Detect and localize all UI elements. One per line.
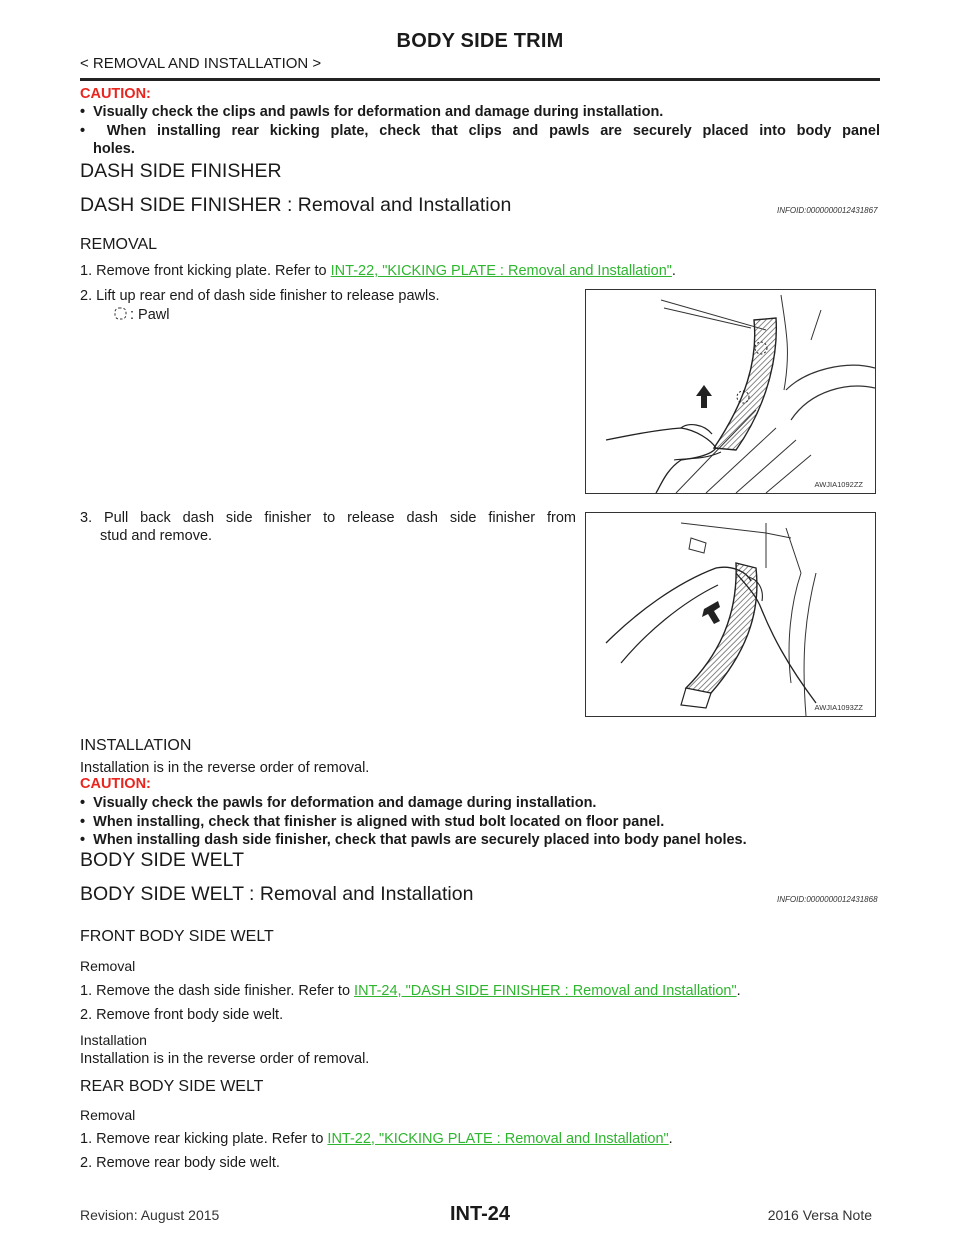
front-removal-step-1: 1. Remove the dash side finisher. Refer to INT-24, "DASH SIDE FINISHER : Removal and Installation". — [80, 983, 741, 999]
figure-id: AWJIA1093ZZ — [814, 703, 863, 712]
figure-lift-dash-side-finisher — [585, 289, 876, 494]
front-installation-label: Installation — [80, 1032, 147, 1048]
front-removal-step-2: 2. Remove front body side welt. — [80, 1007, 284, 1023]
pawl-legend: : Pawl — [112, 306, 170, 323]
rear-removal-step-2: 2. Remove rear body side welt. — [80, 1155, 280, 1171]
link-kicking-plate[interactable]: INT-22, "KICKING PLATE : Removal and Installation" — [330, 263, 672, 279]
figure-id: AWJIA1092ZZ — [814, 480, 863, 489]
installation-text: Installation is in the reverse order of removal. — [80, 760, 370, 776]
illustration-dash-side-finisher-pull — [586, 513, 875, 716]
front-installation-text: Installation is in the reverse order of removal. — [80, 1051, 370, 1067]
page-number: INT-24 — [449, 1203, 511, 1225]
caution-item: • When installing, check that finisher is aligned with stud bolt located on floor panel. — [80, 814, 665, 830]
footer-model: 2016 Versa Note — [767, 1207, 872, 1223]
front-removal-label: Removal — [80, 958, 136, 974]
section-title-body-side-welt: BODY SIDE WELT — [80, 849, 244, 871]
caution-item: • Visually check the pawls for deformation and damage during installation. — [80, 795, 597, 811]
subsection-heading-body-side-welt: BODY SIDE WELT : Removal and Installation — [80, 883, 474, 905]
removal-title: REMOVAL — [80, 236, 158, 253]
footer-revision: Revision: August 2015 — [80, 1207, 220, 1223]
caution-item: • When installing rear kicking plate, check that clips and pawls are securely placed into body panel — [80, 123, 880, 139]
figure-pull-back-dash-side-finisher — [585, 512, 876, 717]
page-title: BODY SIDE TRIM — [396, 30, 564, 52]
removal-step-1: 1. Remove front kicking plate. Refer to INT-22, "KICKING PLATE : Removal and Installation". — [80, 263, 676, 279]
info-id: INFOID:0000000012431867 — [777, 206, 878, 215]
header-rule — [80, 78, 880, 81]
info-id: INFOID:0000000012431868 — [777, 895, 878, 904]
rear-removal-step-1: 1. Remove rear kicking plate. Refer to INT-22, "KICKING PLATE : Removal and Installation". — [80, 1131, 673, 1147]
removal-step-3-continued: stud and remove. — [100, 528, 213, 544]
breadcrumb[interactable]: < REMOVAL AND INSTALLATION > — [80, 55, 322, 72]
subsection-heading-dash-side: DASH SIDE FINISHER : Removal and Installation — [80, 194, 512, 216]
caution-item-continued: holes. — [93, 141, 135, 157]
caution-label: CAUTION: — [80, 86, 151, 102]
link-kicking-plate[interactable]: INT-22, "KICKING PLATE : Removal and Installation" — [327, 1131, 669, 1147]
installation-title: INSTALLATION — [80, 737, 192, 754]
removal-step-3: 3. Pull back dash side finisher to release dash side finisher from — [80, 510, 576, 526]
illustration-dash-side-finisher-lift — [586, 290, 875, 493]
removal-step-2: 2. Lift up rear end of dash side finisher to release pawls. — [80, 288, 440, 304]
link-dash-side-finisher[interactable]: INT-24, "DASH SIDE FINISHER : Removal and Installation" — [354, 983, 737, 999]
pawl-symbol-icon — [112, 306, 130, 322]
caution-item: • When installing dash side finisher, check that pawls are securely placed into body panel holes. — [80, 832, 747, 848]
rear-removal-label: Removal — [80, 1107, 136, 1123]
caution-label: CAUTION: — [80, 776, 151, 792]
front-welt-title: FRONT BODY SIDE WELT — [80, 928, 274, 945]
caution-item: • Visually check the clips and pawls for deformation and damage during installation. — [80, 104, 664, 120]
rear-welt-title: REAR BODY SIDE WELT — [80, 1078, 264, 1095]
section-title-dash-side-finisher: DASH SIDE FINISHER — [80, 160, 282, 182]
